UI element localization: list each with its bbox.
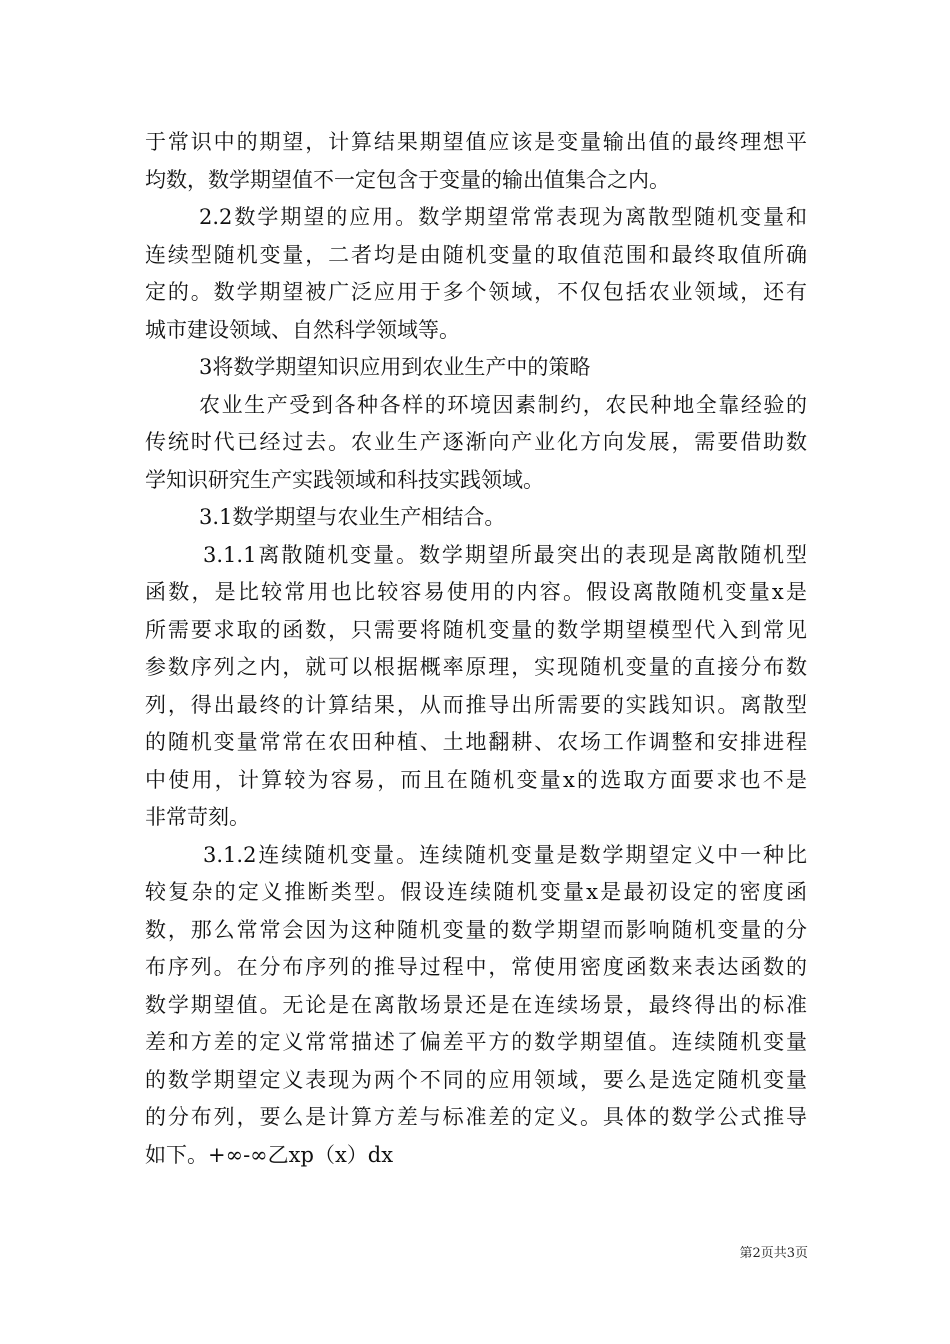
text-line: 数学期望值。无论是在离散场景还是在连续场景，最终得出的标准	[145, 992, 807, 1017]
section-heading: 2.2数学期望的应用。数学期望常常表现为离散型随机变量和	[199, 205, 807, 229]
text-line: 连续型随机变量，二者均是由随机变量的取值范围和最终取值所确	[145, 242, 807, 267]
text-line: 于常识中的期望，计算结果期望值应该是变量输出值的最终理想平	[145, 130, 807, 154]
text-line: 的数学期望定义表现为两个不同的应用领域，要么是选定随机变量	[145, 1067, 807, 1092]
text-line: 参数序列之内，就可以根据概率原理，实现随机变量的直接分布数	[145, 655, 807, 679]
text-line: 中使用，计算较为容易，而且在随机变量x的选取方面要求也不是	[145, 767, 807, 792]
text-line: 的分布列，要么是计算方差与标准差的定义。具体的数学公式推导	[145, 1105, 807, 1129]
text-line: 较复杂的定义推断类型。假设连续随机变量x是最初设定的密度函	[145, 880, 807, 904]
document-body	[145, 124, 807, 1174]
text-line: 数，那么常常会因为这种随机变量的数学期望而影响随机变量的分	[145, 917, 807, 942]
text-line: 列，得出最终的计算结果，从而推导出所需要的实践知识。离散型	[145, 692, 807, 717]
text-line: 定的。数学期望被广泛应用于多个领域，不仅包括农业领域，还有	[145, 280, 807, 304]
section-heading: 3.1.2连续随机变量。连续随机变量是数学期望定义中一种比	[203, 842, 807, 867]
text-line: 所需要求取的函数，只需要将随机变量的数学期望模型代入到常见	[145, 617, 807, 642]
text-line: 学知识研究生产实践领域和科技实践领域。	[145, 467, 544, 492]
section-heading: 3.1数学期望与农业生产相结合。	[199, 505, 506, 529]
formula-line: 如下。+∞-∞乙xp（x）dx	[145, 1142, 394, 1167]
text-line: 差和方差的定义常常描述了偏差平方的数学期望值。连续随机变量	[145, 1030, 807, 1054]
section-heading: 3.1.1离散随机变量。数学期望所最突出的表现是离散随机型	[203, 542, 807, 567]
text-line: 城市建设领域、自然科学领域等。	[145, 317, 460, 342]
text-line: 均数，数学期望值不一定包含于变量的输出值集合之内。	[145, 167, 670, 192]
text-line: 传统时代已经过去。农业生产逐渐向产业化方向发展，需要借助数	[145, 430, 807, 454]
text-line: 的随机变量常常在农田种植、土地翻耕、农场工作调整和安排进程	[145, 730, 807, 754]
text-line: 函数，是比较常用也比较容易使用的内容。假设离散随机变量x是	[145, 580, 807, 604]
section-heading: 3将数学期望知识应用到农业生产中的策略	[199, 355, 591, 379]
text-line: 布序列。在分布序列的推导过程中，常使用密度函数来表达函数的	[145, 955, 807, 979]
text-line: 农业生产受到各种各样的环境因素制约，农民种地全靠经验的	[199, 392, 807, 417]
text-line: 非常苛刻。	[145, 805, 250, 829]
page-number: 第2页共3页	[739, 1246, 808, 1261]
